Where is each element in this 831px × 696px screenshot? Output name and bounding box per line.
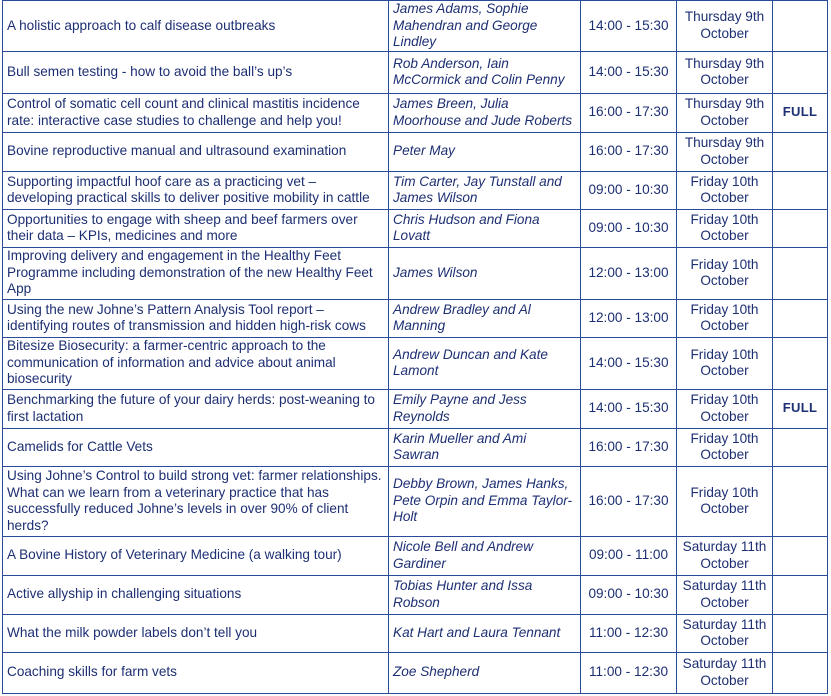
session-time: 09:00 - 10:30 bbox=[581, 575, 677, 614]
session-status bbox=[773, 299, 828, 337]
session-status bbox=[773, 171, 828, 209]
session-title: Coaching skills for farm vets bbox=[3, 652, 389, 693]
table-row bbox=[3, 299, 828, 337]
table-row bbox=[3, 93, 828, 132]
session-status: FULL bbox=[773, 93, 828, 132]
session-speakers: Zoe Shepherd bbox=[389, 652, 581, 693]
session-status bbox=[773, 536, 828, 575]
session-date: Saturday 11th October bbox=[677, 536, 773, 575]
session-title: A holistic approach to calf disease outbreaks bbox=[3, 1, 389, 52]
table-row bbox=[3, 466, 828, 536]
session-time: 09:00 - 10:30 bbox=[581, 209, 677, 247]
session-date: Thursday 9th October bbox=[677, 132, 773, 171]
table-row bbox=[3, 536, 828, 575]
session-title: Using the new Johne’s Pattern Analysis Tool report – identifying routes of transmission and hidden high-risk cows bbox=[3, 299, 389, 337]
session-date: Friday 10th October bbox=[677, 428, 773, 466]
session-title: What the milk powder labels don’t tell you bbox=[3, 614, 389, 652]
table-row bbox=[3, 575, 828, 614]
session-status bbox=[773, 466, 828, 536]
session-date: Thursday 9th October bbox=[677, 51, 773, 93]
session-speakers: Karin Mueller and Ami Sawran bbox=[389, 428, 581, 466]
session-date: Friday 10th October bbox=[677, 299, 773, 337]
session-title: Bull semen testing - how to avoid the ball’s up’s bbox=[3, 51, 389, 93]
table-row bbox=[3, 1, 828, 52]
session-time: 12:00 - 13:00 bbox=[581, 247, 677, 299]
session-speakers: Kat Hart and Laura Tennant bbox=[389, 614, 581, 652]
session-title: Using Johne’s Control to build strong vet: farmer relationships. What can we learn from a veterinary practice that has successfully reduced Johne’s levels in over 90% of client herds? bbox=[3, 466, 389, 536]
session-title: Bitesize Biosecurity: a farmer-centric approach to the communication of information and advice about animal biosecurity bbox=[3, 337, 389, 389]
session-date: Friday 10th October bbox=[677, 466, 773, 536]
session-title: Camelids for Cattle Vets bbox=[3, 428, 389, 466]
session-speakers: Andrew Duncan and Kate Lamont bbox=[389, 337, 581, 389]
session-time: 14:00 - 15:30 bbox=[581, 51, 677, 93]
session-status bbox=[773, 428, 828, 466]
session-time: 09:00 - 11:00 bbox=[581, 536, 677, 575]
session-status bbox=[773, 247, 828, 299]
session-date: Thursday 9th October bbox=[677, 1, 773, 52]
session-status bbox=[773, 209, 828, 247]
session-speakers: James Wilson bbox=[389, 247, 581, 299]
session-date: Thursday 9th October bbox=[677, 93, 773, 132]
session-speakers: Rob Anderson, Iain McCormick and Colin Penny bbox=[389, 51, 581, 93]
session-speakers: Chris Hudson and Fiona Lovatt bbox=[389, 209, 581, 247]
session-status bbox=[773, 1, 828, 52]
session-date: Saturday 11th October bbox=[677, 652, 773, 693]
session-speakers: Peter May bbox=[389, 132, 581, 171]
session-status bbox=[773, 51, 828, 93]
session-title: Active allyship in challenging situations bbox=[3, 575, 389, 614]
table-row bbox=[3, 337, 828, 389]
session-speakers: Tim Carter, Jay Tunstall and James Wilson bbox=[389, 171, 581, 209]
session-title: Bovine reproductive manual and ultrasound examination bbox=[3, 132, 389, 171]
session-date: Saturday 11th October bbox=[677, 575, 773, 614]
session-status bbox=[773, 132, 828, 171]
session-time: 09:00 - 10:30 bbox=[581, 171, 677, 209]
session-status bbox=[773, 652, 828, 693]
session-title: Opportunities to engage with sheep and beef farmers over their data – KPIs, medicines and more bbox=[3, 209, 389, 247]
session-time: 16:00 - 17:30 bbox=[581, 466, 677, 536]
session-date: Saturday 11th October bbox=[677, 614, 773, 652]
session-speakers: James Adams, Sophie Mahendran and George Lindley bbox=[389, 1, 581, 52]
session-status bbox=[773, 337, 828, 389]
session-title: Improving delivery and engagement in the Healthy Feet Programme including demonstration of the new Healthy Feet App bbox=[3, 247, 389, 299]
session-speakers: Emily Payne and Jess Reynolds bbox=[389, 389, 581, 428]
table-row bbox=[3, 389, 828, 428]
session-date: Friday 10th October bbox=[677, 389, 773, 428]
session-speakers: Debby Brown, James Hanks, Pete Orpin and Emma Taylor-Holt bbox=[389, 466, 581, 536]
session-title: Benchmarking the future of your dairy herds: post-weaning to first lactation bbox=[3, 389, 389, 428]
session-date: Friday 10th October bbox=[677, 247, 773, 299]
session-time: 16:00 - 17:30 bbox=[581, 428, 677, 466]
session-date: Friday 10th October bbox=[677, 171, 773, 209]
session-date: Friday 10th October bbox=[677, 337, 773, 389]
session-time: 12:00 - 13:00 bbox=[581, 299, 677, 337]
session-time: 14:00 - 15:30 bbox=[581, 337, 677, 389]
session-title: Supporting impactful hoof care as a practicing vet – developing practical skills to deliver positive mobility in cattle bbox=[3, 171, 389, 209]
table-row bbox=[3, 51, 828, 93]
session-status bbox=[773, 614, 828, 652]
schedule-sheet bbox=[2, 0, 828, 694]
session-status bbox=[773, 575, 828, 614]
table-row bbox=[3, 132, 828, 171]
session-speakers: Nicole Bell and Andrew Gardiner bbox=[389, 536, 581, 575]
table-row bbox=[3, 652, 828, 693]
table-row bbox=[3, 247, 828, 299]
session-time: 14:00 - 15:30 bbox=[581, 1, 677, 52]
session-status: FULL bbox=[773, 389, 828, 428]
table-row bbox=[3, 614, 828, 652]
schedule-body bbox=[3, 1, 828, 694]
session-time: 11:00 - 12:30 bbox=[581, 652, 677, 693]
schedule-table bbox=[2, 0, 828, 694]
table-row bbox=[3, 428, 828, 466]
session-date: Friday 10th October bbox=[677, 209, 773, 247]
session-title: Control of somatic cell count and clinical mastitis incidence rate: interactive case studies to challenge and help you! bbox=[3, 93, 389, 132]
session-speakers: Andrew Bradley and Al Manning bbox=[389, 299, 581, 337]
table-row bbox=[3, 171, 828, 209]
session-speakers: Tobias Hunter and Issa Robson bbox=[389, 575, 581, 614]
session-time: 16:00 - 17:30 bbox=[581, 132, 677, 171]
table-row bbox=[3, 209, 828, 247]
session-time: 16:00 - 17:30 bbox=[581, 93, 677, 132]
session-time: 14:00 - 15:30 bbox=[581, 389, 677, 428]
session-speakers: James Breen, Julia Moorhouse and Jude Roberts bbox=[389, 93, 581, 132]
session-time: 11:00 - 12:30 bbox=[581, 614, 677, 652]
session-title: A Bovine History of Veterinary Medicine (a walking tour) bbox=[3, 536, 389, 575]
